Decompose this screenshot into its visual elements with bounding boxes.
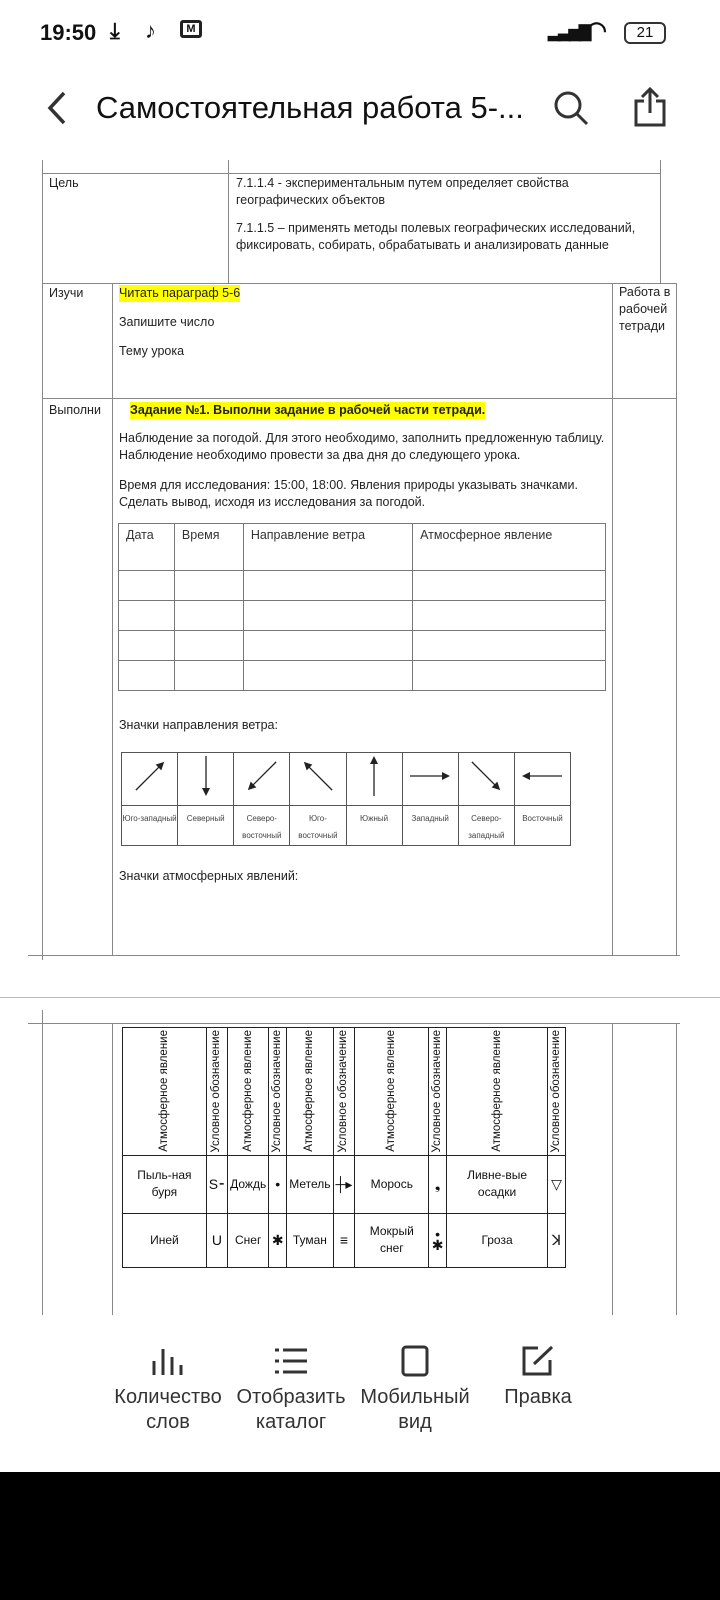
app-header: [0, 65, 720, 155]
document-title: Самостоятельная работа 5-...: [96, 90, 524, 125]
wind-arrow-cell: [178, 753, 234, 806]
atm-symbol: • ✱: [429, 1213, 447, 1267]
catalog-icon: [273, 1345, 309, 1377]
wind-label: Юго-восточный: [290, 806, 346, 846]
atm-header-cell: Атмосферное явление: [287, 1028, 333, 1156]
arrow-down-left-icon: [237, 753, 287, 799]
goal-label: Цель: [49, 176, 79, 190]
wind-arrow-cell: [122, 753, 178, 806]
atm-symbol: ▽: [547, 1155, 565, 1213]
atm-phenomenon: Ливне-вые осадки: [447, 1155, 548, 1213]
atm-symbol: •: [269, 1155, 287, 1213]
edit-icon: [520, 1345, 556, 1377]
navigation-bar: [0, 1472, 720, 1600]
atm-phenomenon: Мокрый снег: [355, 1213, 429, 1267]
atm-header-cell: Условное обозначение: [429, 1028, 447, 1156]
do-label: Выполни: [49, 403, 101, 417]
wind-arrow-cell: [514, 753, 570, 806]
catalog-button[interactable]: Отобразить каталог: [226, 1345, 356, 1435]
atm-symbol: ✱: [269, 1213, 287, 1267]
atm-header-cell: Атмосферное явление: [123, 1028, 207, 1156]
atm-phenomenon: Дождь: [228, 1155, 269, 1213]
atm-header-cell: Условное обозначение: [206, 1028, 227, 1156]
task-title: Задание №1. Выполни задание в рабочей части тетради.: [130, 403, 486, 417]
document-page-1: [0, 155, 720, 970]
wind-label: Восточный: [514, 806, 570, 846]
study-item-2: Запишите число: [119, 315, 215, 329]
mobile-view-button[interactable]: Мобильный вид: [350, 1345, 480, 1435]
weather-table: [118, 523, 606, 691]
wifi-icon: ◠: [586, 17, 607, 44]
weather-header: Атмосферное явление: [413, 524, 606, 571]
arrow-down-right-icon: [461, 753, 511, 799]
atm-phenomenon: Иней: [123, 1213, 207, 1267]
download-icon: ⤓: [110, 18, 120, 43]
wind-label: Северо-западный: [458, 806, 514, 846]
atm-symbol: ┼▸: [333, 1155, 355, 1213]
clock: 19:50: [40, 20, 97, 45]
share-icon[interactable]: [632, 87, 668, 127]
arrow-up-right-icon: [125, 753, 175, 799]
atm-phenomenon: Туман: [287, 1213, 333, 1267]
study-right: Работа в рабочей тетради: [619, 285, 671, 333]
arrow-right-icon: [405, 753, 455, 799]
atm-header-cell: Атмосферное явление: [355, 1028, 429, 1156]
arrow-up-left-icon: [293, 753, 343, 799]
wind-label: Западный: [402, 806, 458, 846]
task-paragraph-1: Наблюдение за погодой. Для этого необходимо, заполнить предложенную таблицу. Наблюдение необходимо провести за два дня до следующего урока.: [119, 431, 605, 462]
wind-label: Юго-западный: [122, 806, 178, 846]
wind-arrow-cell: [402, 753, 458, 806]
document-page-2: [0, 1010, 720, 1315]
bottom-toolbar: [0, 1315, 720, 1472]
atm-symbol: ❟: [429, 1155, 447, 1213]
arrow-down-icon: [181, 753, 231, 799]
arrow-left-icon: [517, 753, 567, 799]
edit-button[interactable]: Правка: [473, 1345, 603, 1410]
study-item-1: Читать параграф 5-6: [119, 286, 241, 300]
wind-arrow-cell: [346, 753, 402, 806]
atm-symbol: S⁃: [206, 1155, 227, 1213]
word-count-icon: [150, 1345, 186, 1377]
goal-text-1: 7.1.1.4 - экспериментальным путем определяет свойства географических объектов: [236, 176, 569, 207]
goal-text-2: 7.1.1.5 – применять методы полевых географических исследований, фиксировать, собирать, обрабатывать и анализировать данные: [236, 221, 636, 252]
atm-header-cell: Условное обозначение: [547, 1028, 565, 1156]
weather-header: Дата: [119, 524, 175, 571]
atm-header-cell: Атмосферное явление: [228, 1028, 269, 1156]
wind-label: Северный: [178, 806, 234, 846]
atmospheric-symbols-table: [122, 1027, 566, 1268]
wind-arrow-cell: [234, 753, 290, 806]
arrow-up-icon: [349, 753, 399, 799]
atm-header-cell: Условное обозначение: [333, 1028, 355, 1156]
atm-symbol: U: [206, 1213, 227, 1267]
wind-label: Северо-восточный: [234, 806, 290, 846]
atm-phenomenon: Снег: [228, 1213, 269, 1267]
search-icon[interactable]: [552, 89, 590, 127]
study-item-3: Тему урока: [119, 344, 185, 358]
mail-icon: M: [180, 20, 202, 38]
wind-icons-table: [121, 752, 571, 846]
status-bar: [0, 0, 720, 65]
atm-phenomenon: Метель: [287, 1155, 333, 1213]
word-count-button[interactable]: Количество слов: [103, 1345, 233, 1435]
atm-phenomenon: Гроза: [447, 1213, 548, 1267]
mobile-view-icon: [397, 1345, 433, 1377]
atm-phenomenon: Пыль-ная буря: [123, 1155, 207, 1213]
wind-label: Южный: [346, 806, 402, 846]
back-icon[interactable]: [44, 90, 70, 126]
study-label: Изучи: [49, 286, 84, 300]
wind-title: Значки направления ветра:: [119, 718, 278, 732]
atm-title: Значки атмосферных явлений:: [119, 869, 299, 883]
page-divider: [0, 997, 720, 998]
atm-symbol: ꓘ: [547, 1213, 565, 1267]
battery-icon: 21: [624, 22, 666, 44]
wind-arrow-cell: [458, 753, 514, 806]
atm-header-cell: Атмосферное явление: [447, 1028, 548, 1156]
task-paragraph-2: Время для исследования: 15:00, 18:00. Явления природы указывать значками. Сделать вывод, исходя из исследования за погодой.: [119, 478, 578, 509]
atm-header-cell: Условное обозначение: [269, 1028, 287, 1156]
atm-symbol: ≡: [333, 1213, 355, 1267]
weather-header: Время: [174, 524, 243, 571]
tiktok-icon: ♪: [145, 18, 156, 43]
weather-header: Направление ветра: [243, 524, 412, 571]
signal-icon: ▂▃▅▇: [548, 24, 590, 41]
wind-arrow-cell: [290, 753, 346, 806]
atm-phenomenon: Морось: [355, 1155, 429, 1213]
